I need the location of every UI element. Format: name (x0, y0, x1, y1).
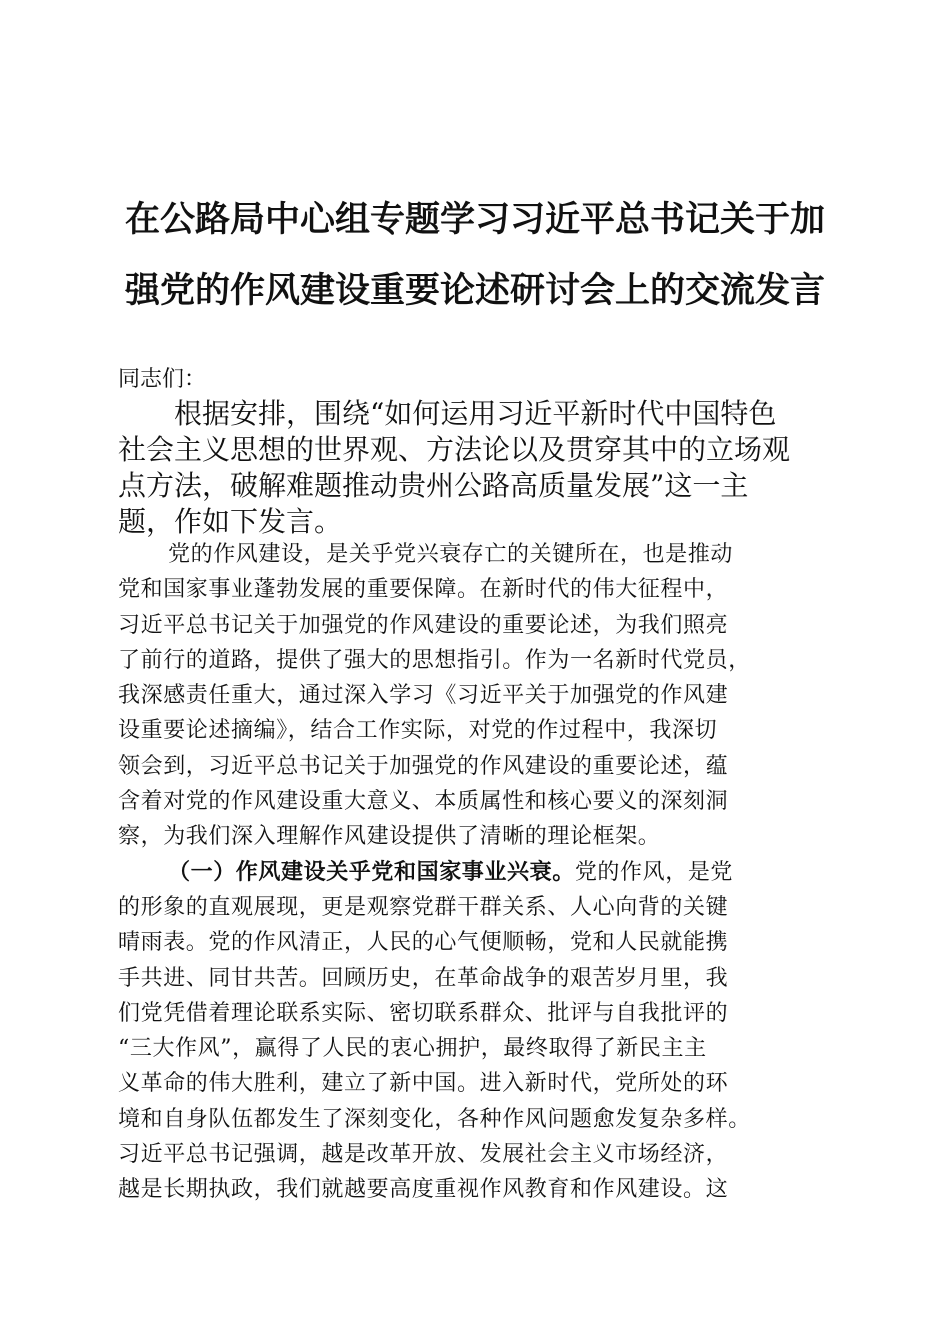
paragraph-1-line: 了前行的道路，提供了强大的思想指引。作为一名新时代党员， (118, 647, 751, 673)
paragraph-2-line: 的形象的直观展现，更是观察党群干群关系、人心向背的关键 (118, 894, 729, 920)
document-title-line-1: 在公路局中心组专题学习习近平总书记关于加 (124, 200, 825, 240)
intro-paragraph (118, 396, 830, 540)
intro-line: 题，作如下发言。 (118, 505, 343, 538)
paragraph-2-line: 境和自身队伍都发生了深刻变化，各种作风问题愈发复杂多样。 (118, 1106, 751, 1132)
intro-line: 点方法，破解难题推动贵州公路高质量发展”这一主 (118, 469, 749, 502)
intro-line: 根据安排，围绕“如何运用习近平新时代中国特色 (174, 397, 777, 430)
paragraph-2-line: 们党凭借着理论联系实际、密切联系群众、批评与自我批评的 (118, 1000, 729, 1026)
section-heading: （一）作风建设关乎党和国家事业兴衰。 (168, 858, 575, 885)
paragraph-2-line: “三大作风”，赢得了人民的衷心拥护，最终取得了新民主主 (118, 1036, 707, 1062)
paragraph-1-line: 察，为我们深入理解作风建设提供了清晰的理论框架。 (118, 824, 661, 850)
paragraph-2-first-line (118, 855, 830, 890)
paragraph-1-line: 领会到，习近平总书记关于加强党的作风建设的重要论述，蕴 (118, 753, 729, 779)
body-text (118, 537, 830, 1208)
paragraph-1-line: 党的作风建设，是关乎党兴衰存亡的关键所在，也是推动 (168, 542, 734, 567)
paragraph-2-line: 义革命的伟大胜利，建立了新中国。进入新时代，党所处的环 (118, 1071, 729, 1097)
greeting: 同志们： (118, 367, 207, 392)
paragraph-2-line: 晴雨表。党的作风清正，人民的心气便顺畅，党和人民就能携 (118, 930, 729, 956)
paragraph-2-line: 习近平总书记强调，越是改革开放、发展社会主义市场经济， (118, 1142, 729, 1168)
paragraph-1-line: 含着对党的作风建设重大意义、本质属性和核心要义的深刻洞 (118, 789, 729, 815)
intro-line: 社会主义思想的世界观、方法论以及贯穿其中的立场观 (118, 433, 791, 466)
paragraph-1-line: 习近平总书记关于加强党的作风建设的重要论述，为我们照亮 (118, 612, 729, 638)
paragraph-1-line: 党和国家事业蓬勃发展的重要保障。在新时代的伟大征程中， (118, 577, 729, 603)
paragraph-1-line: 我深感责任重大，通过深入学习《习近平关于加强党的作风建 (118, 683, 729, 709)
paragraph-2-first-line-text: 党的作风，是党 (574, 859, 734, 885)
document-title-line-2: 强党的作风建设重要论述研讨会上的交流发言 (124, 271, 825, 311)
paragraph-1-line: 设重要论述摘编》，结合工作实际，对党的作过程中，我深切 (118, 718, 718, 744)
paragraph-2-line: 越是长期执政，我们就越要高度重视作风教育和作风建设。这 (118, 1177, 729, 1203)
paragraph-2-line: 手共进、同甘共苦。回顾历史，在革命战争的艰苦岁月里，我 (118, 965, 729, 991)
